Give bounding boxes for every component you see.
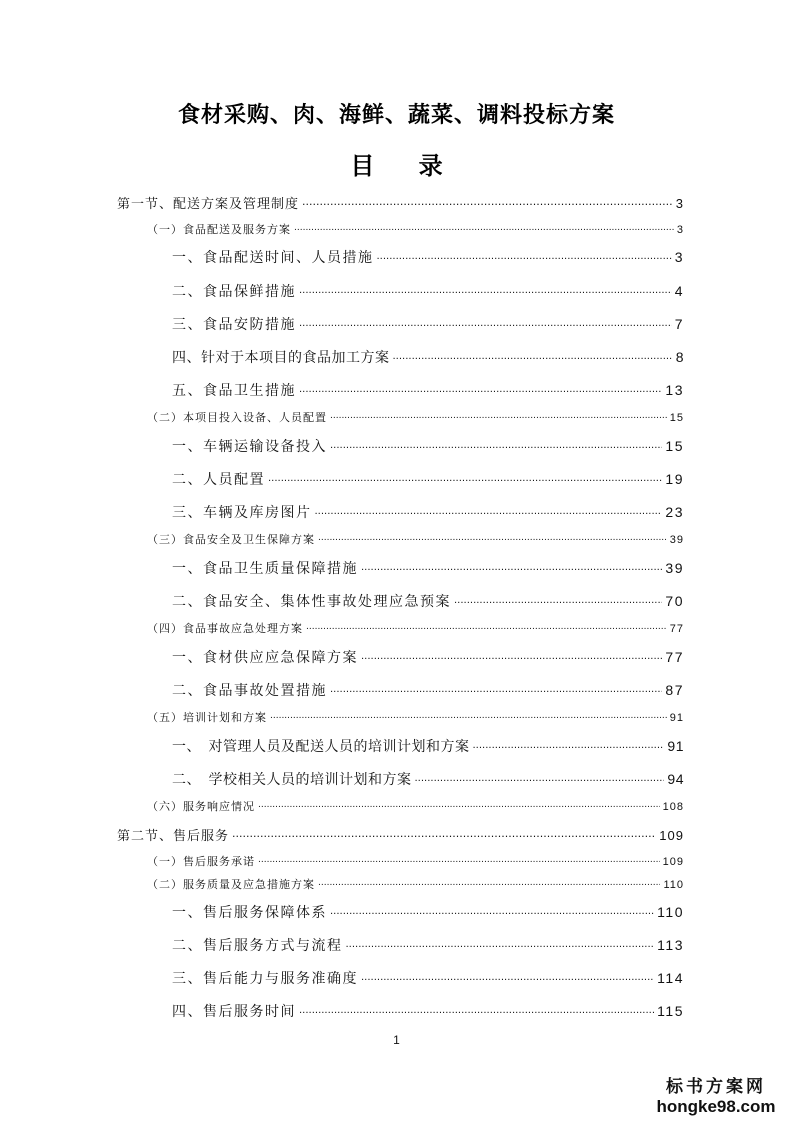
toc-leader-dots bbox=[377, 248, 672, 262]
toc-entry-label: 五、食品卫生措施 bbox=[172, 383, 296, 399]
toc-entry[interactable] bbox=[147, 798, 684, 814]
page-number: 1 bbox=[393, 1033, 400, 1047]
toc-entry-label: （六）服务响应情况 bbox=[147, 800, 255, 813]
toc-leader-dots bbox=[299, 1002, 654, 1016]
toc-entry[interactable] bbox=[117, 825, 684, 844]
toc-entry-label: 一、食品卫生质量保障措施 bbox=[172, 561, 358, 577]
toc-entry-label: 二、食品保鲜措施 bbox=[172, 284, 296, 300]
toc-leader-dots bbox=[361, 969, 654, 983]
toc-leader-dots bbox=[330, 903, 654, 917]
toc-entry-page: 70 bbox=[665, 593, 684, 609]
toc-entry-page: 109 bbox=[659, 828, 684, 843]
toc-entry-label: 二、售后服务方式与流程 bbox=[172, 938, 343, 954]
toc-entry-page: 19 bbox=[665, 471, 684, 487]
toc-entry-label: 二、 学校相关人员的培训计划和方案 bbox=[172, 772, 412, 788]
toc-entry-label: 第一节、配送方案及管理制度 bbox=[117, 197, 300, 212]
toc-leader-dots bbox=[299, 381, 662, 395]
toc-entry-label: 一、车辆运输设备投入 bbox=[172, 439, 327, 455]
toc-leader-dots bbox=[302, 195, 673, 208]
toc-leader-dots bbox=[270, 710, 667, 721]
toc-entry-label: （三）食品安全及卫生保障方案 bbox=[147, 533, 315, 546]
toc-entry-page: 3 bbox=[676, 224, 684, 236]
toc-entry[interactable] bbox=[172, 736, 684, 756]
toc-entry[interactable] bbox=[147, 531, 684, 547]
toc-entry-page: 115 bbox=[657, 1003, 684, 1019]
toc-entry-label: （二）本项目投入设备、人员配置 bbox=[147, 411, 327, 424]
toc-entry-label: （四）食品事故应急处理方案 bbox=[147, 622, 303, 635]
toc-entry-page: 110 bbox=[663, 879, 684, 891]
toc-entry-page: 4 bbox=[674, 283, 684, 299]
toc-entry-label: 二、食品安全、集体性事故处理应急预案 bbox=[172, 594, 451, 610]
toc-leader-dots bbox=[232, 827, 656, 840]
toc-entry[interactable] bbox=[147, 876, 684, 892]
toc-entry[interactable] bbox=[172, 902, 684, 922]
toc-entry-label: 三、售后能力与服务准确度 bbox=[172, 971, 358, 987]
toc-leader-dots bbox=[393, 348, 673, 362]
watermark-logo bbox=[651, 1072, 781, 1117]
toc-entry[interactable] bbox=[172, 647, 684, 667]
toc-leader-dots bbox=[258, 799, 660, 810]
toc-entry-label: 一、食品配送时间、人员措施 bbox=[172, 250, 374, 266]
toc-entry-label: 一、 对管理人员及配送人员的培训计划和方案 bbox=[172, 739, 470, 755]
toc-entry-page: 91 bbox=[669, 712, 684, 724]
toc-entry-page: 77 bbox=[669, 623, 684, 635]
toc-entry[interactable] bbox=[172, 935, 684, 955]
toc-entry-page: 3 bbox=[674, 249, 684, 265]
toc-leader-dots bbox=[318, 877, 660, 888]
toc-leader-dots bbox=[268, 470, 662, 484]
toc-entry[interactable] bbox=[147, 409, 684, 425]
toc-entry-page: 94 bbox=[667, 771, 684, 787]
toc-leader-dots bbox=[294, 222, 674, 233]
toc-entry-label: 二、人员配置 bbox=[172, 472, 265, 488]
toc-entry[interactable] bbox=[172, 1001, 684, 1021]
toc-entry[interactable] bbox=[172, 558, 684, 578]
toc-entry-page: 15 bbox=[665, 438, 684, 454]
toc-entry[interactable] bbox=[172, 502, 684, 522]
toc-leader-dots bbox=[330, 437, 662, 451]
toc-entry-label: （五）培训计划和方案 bbox=[147, 711, 267, 724]
toc-leader-dots bbox=[330, 681, 662, 695]
toc-entry-page: 3 bbox=[675, 196, 684, 211]
toc-entry-page: 109 bbox=[662, 856, 684, 868]
toc-entry[interactable] bbox=[172, 436, 684, 456]
toc-entry-page: 110 bbox=[657, 904, 684, 920]
toc-entry-label: （一）食品配送及服务方案 bbox=[147, 223, 291, 236]
toc-entry-label: 第二节、售后服务 bbox=[117, 829, 230, 844]
toc-entry[interactable] bbox=[172, 968, 684, 988]
toc-entry-page: 114 bbox=[657, 970, 684, 986]
toc-entry-page: 113 bbox=[657, 937, 684, 953]
toc-entry-page: 39 bbox=[669, 534, 684, 546]
toc-entry-page: 15 bbox=[669, 412, 684, 424]
document-title: 食材采购、肉、海鲜、蔬菜、调料投标方案 bbox=[177, 103, 615, 128]
toc-entry-page: 87 bbox=[665, 682, 684, 698]
toc-entry-page: 23 bbox=[665, 504, 684, 520]
toc-entry[interactable] bbox=[172, 314, 684, 334]
toc-leader-dots bbox=[454, 592, 662, 606]
toc-entry-page: 91 bbox=[667, 738, 684, 754]
toc-leader-dots bbox=[361, 559, 662, 573]
toc-heading: 目 录 bbox=[350, 152, 461, 180]
toc-entry-page: 8 bbox=[675, 349, 684, 365]
toc-entry-label: 三、车辆及库房图片 bbox=[172, 505, 312, 521]
toc-leader-dots bbox=[315, 503, 663, 517]
toc-entry-label: 一、售后服务保障体系 bbox=[172, 905, 327, 921]
toc-entry-label: （一）售后服务承诺 bbox=[147, 855, 255, 868]
toc-entry-page: 7 bbox=[674, 316, 684, 332]
toc-entry[interactable] bbox=[172, 680, 684, 700]
toc-leader-dots bbox=[299, 315, 672, 329]
toc-leader-dots bbox=[299, 282, 672, 296]
toc-leader-dots bbox=[318, 532, 667, 543]
toc-leader-dots bbox=[306, 621, 667, 632]
watermark-en: hongke98.com bbox=[656, 1097, 776, 1116]
toc-entry-label: 三、食品安防措施 bbox=[172, 317, 296, 333]
toc-entry[interactable] bbox=[172, 281, 684, 301]
toc-entry[interactable] bbox=[172, 469, 684, 489]
watermark-cn: 标书方案网 bbox=[666, 1077, 766, 1097]
toc-entry[interactable] bbox=[147, 221, 684, 237]
toc-entry[interactable] bbox=[172, 380, 684, 400]
toc-leader-dots bbox=[346, 936, 655, 950]
toc-entry[interactable] bbox=[172, 347, 684, 367]
toc-entry-label: 四、针对于本项目的食品加工方案 bbox=[172, 350, 390, 366]
toc-entry[interactable] bbox=[172, 591, 684, 611]
toc-entry-label: （二）服务质量及应急措施方案 bbox=[147, 878, 315, 891]
toc-entry[interactable] bbox=[117, 193, 684, 212]
toc-entry-label: 四、售后服务时间 bbox=[172, 1004, 296, 1020]
toc-leader-dots bbox=[258, 854, 660, 865]
toc-leader-dots bbox=[415, 770, 665, 784]
toc-leader-dots bbox=[330, 410, 667, 421]
toc-entry-page: 13 bbox=[665, 382, 684, 398]
toc-entry-page: 108 bbox=[662, 801, 684, 813]
toc-entry[interactable] bbox=[147, 853, 684, 869]
toc-entry[interactable] bbox=[172, 247, 684, 267]
toc-entry-page: 39 bbox=[665, 560, 684, 576]
toc-entry-label: 二、食品事故处置措施 bbox=[172, 683, 327, 699]
toc-entry-page: 77 bbox=[665, 649, 684, 665]
toc-leader-dots bbox=[473, 737, 665, 751]
toc-entry[interactable] bbox=[172, 769, 684, 789]
toc-entry[interactable] bbox=[147, 709, 684, 725]
toc-leader-dots bbox=[361, 648, 662, 662]
toc-entry[interactable] bbox=[147, 620, 684, 636]
toc-entry-label: 一、食材供应应急保障方案 bbox=[172, 650, 358, 666]
